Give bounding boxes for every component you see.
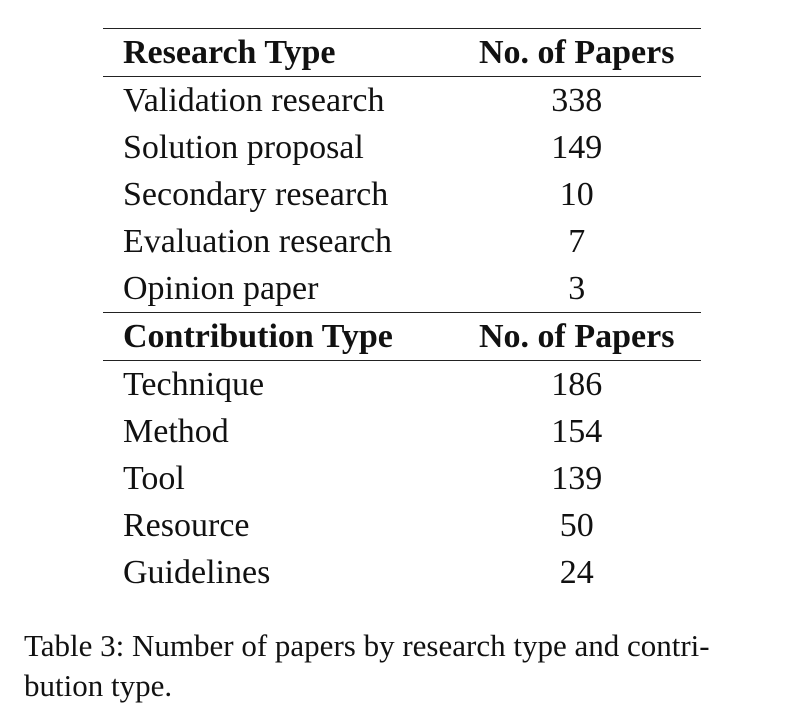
table-row [103,171,701,218]
row-label: Resource [123,506,250,544]
row-count: 154 [551,412,603,450]
table-row [103,124,701,171]
table-row [103,455,701,502]
row-label: Solution proposal [123,128,364,166]
table-row [103,77,701,125]
row-count: 7 [568,222,586,260]
table-row [103,265,701,313]
row-count: 338 [551,81,603,119]
row-label: Opinion paper [123,269,319,307]
row-count: 24 [559,553,594,591]
table-caption [24,626,784,706]
research-count-header: No. of Papers [452,29,701,77]
row-label: Secondary research [123,175,389,213]
contribution-header-row [103,313,701,361]
research-type-header: Research Type [103,29,452,77]
contribution-type-header: Contribution Type [103,313,452,361]
row-label: Method [123,412,229,450]
row-count: 10 [559,175,594,213]
row-count: 139 [551,459,603,497]
row-label: Evaluation research [123,222,393,260]
row-count: 3 [568,269,586,307]
caption-line-2: bution type. [24,668,173,703]
table-row [103,408,701,455]
row-count: 50 [559,506,594,544]
table-row [103,361,701,409]
table-row [103,502,701,549]
table-row [103,549,701,596]
row-count: 186 [551,365,603,403]
papers-table [103,28,701,596]
research-header-row [103,29,701,77]
contribution-count-header: No. of Papers [452,313,701,361]
row-label: Tool [123,459,185,497]
table-row [103,218,701,265]
caption-line-1: Table 3: Number of papers by research type and contri- [24,628,710,663]
papers-table-container [103,28,701,596]
row-label: Guidelines [123,553,271,591]
row-label: Validation research [123,81,385,119]
row-count: 149 [551,128,603,166]
row-label: Technique [123,365,265,403]
